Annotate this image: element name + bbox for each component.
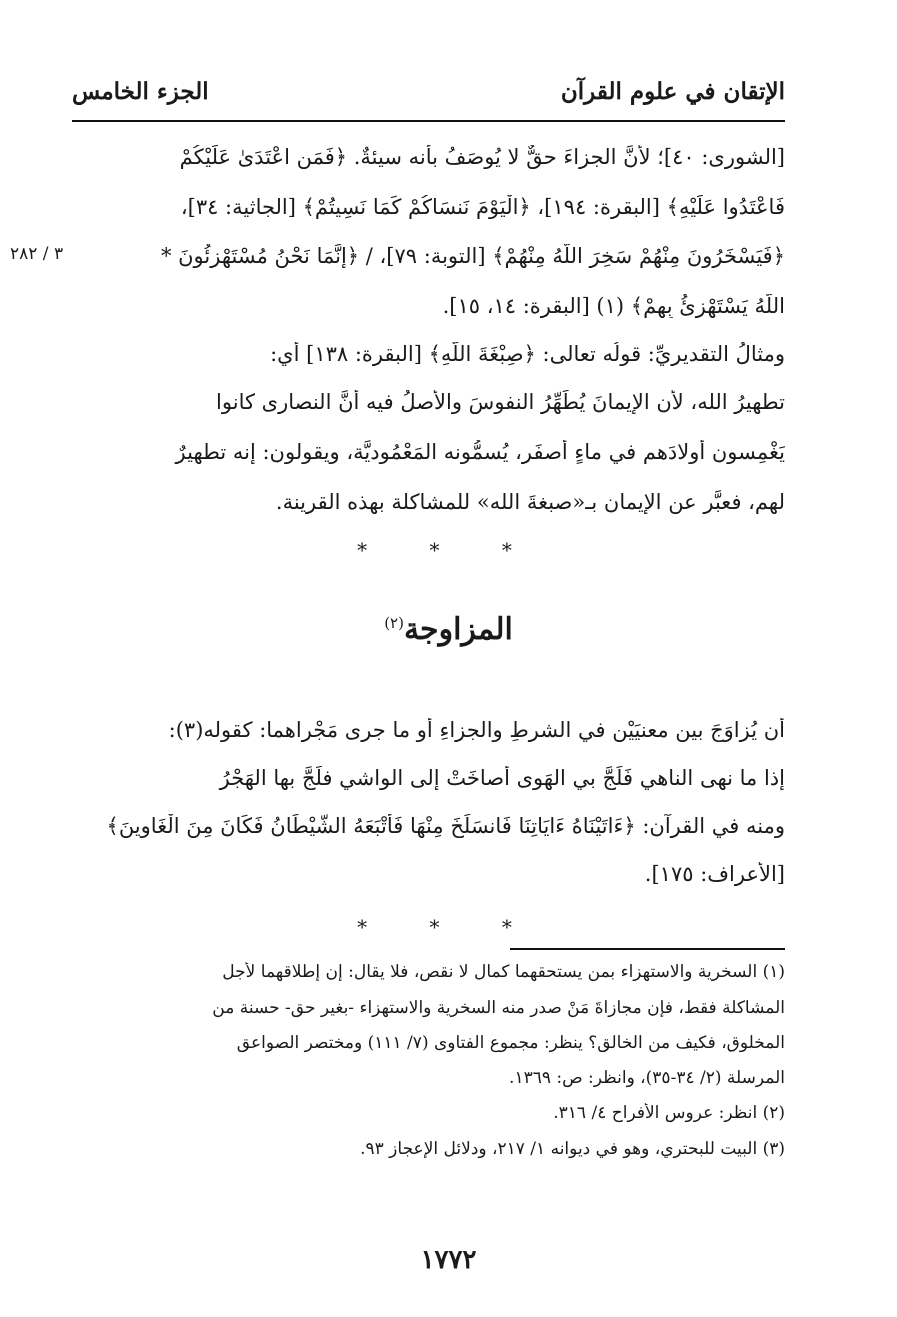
section-title: [0, 612, 897, 647]
section-title-text: المزاوجة: [403, 612, 513, 647]
footnote-line: المشاكلة فقط، فإن مجازاةَ مَنْ صدر منه السخرية والاستهزاء -بغير حق- حسنة من: [212, 998, 785, 1018]
text-line: ومنه في القرآن: ﴿ءَاتَيْنَاهُ ءَايَاتِنَا فَانسَلَخَ مِنْهَا فَأَتْبَعَهُ الشَّيْطَانُ فَكَانَ مِنَ الْغَاوِينَ﴾: [106, 814, 785, 838]
footnote-line: (٣) البيت للبحتري، وهو في ديوانه ١/ ٢١٧، ودلائل الإعجاز ٩٣.: [360, 1139, 785, 1159]
footnote-line: (١) السخرية والاستهزاء بمن يستحقهما كمال لا نقص، فلا يقال: إن إطلاقهما لأجل: [222, 962, 785, 982]
text-line: تطهيرُ الله، لأن الإيمانَ يُطَهِّرُ النفوسَ والأصلُ فيه أنَّ النصارى كانوا: [216, 390, 785, 414]
text-line: يَغْمِسون أولادَهم في ماءٍ أصفَر، يُسمُّونه المَعْمُوديَّة، ويقولون: إنه تطهيرٌ: [175, 440, 785, 464]
margin-reference: ٣ / ٢٨٢: [10, 244, 64, 264]
text-line: ﴿فَيَسْخَرُونَ مِنْهُمْ سَخِرَ اللَّهُ مِنْهُمْ﴾ [التوبة: ٧٩]، / ﴿إِنَّمَا نَحْنُ مُسْتَهْزِئُونَ *: [160, 244, 785, 268]
footnote-line: المخلوق، فكيف من الخالق؟ ينظر: مجموع الفتاوى (٧/ ١١١) ومختصر الصواعق: [236, 1033, 785, 1053]
section-title-note: (٢): [384, 614, 404, 632]
section-divider-stars: * * *: [357, 915, 540, 939]
text-line: أن يُزاوَجَ بين معنيَيْن في الشرطِ والجزاءِ أو ما جرى مَجْراهما: كقوله(٣):: [168, 718, 785, 742]
verse-line: إذا ما نهى الناهي فَلَجَّ بي الهَوى أصاخَتْ إلى الواشي فلَجَّ بها الهَجْرُ: [219, 766, 785, 790]
text-line: لهم، فعبَّر عن الإيمانِ بـ«صبغةَ الله» للمشاكلة بهذه القرينة.: [275, 490, 785, 514]
text-line: [الأعراف: ١٧٥].: [644, 862, 785, 886]
text-line: اللَّهُ يَسْتَهْزِئُ بِهِمْ﴾ (١) [البقرة: ١٤، ١٥].: [442, 294, 785, 318]
footnote-line: المرسلة (٢/ ٣٤-٣٥)، وانظر: ص: ١٣٦٩.: [509, 1068, 785, 1088]
section-divider-stars: * * *: [357, 538, 540, 562]
footnote-line: (٢) انظر: عروس الأفراح ٤/ ٣١٦.: [553, 1103, 785, 1123]
page-number: ١٧٧٢: [420, 1245, 477, 1275]
text-line: فَاعْتَدُوا عَلَيْهِ﴾ [البقرة: ١٩٤]، ﴿الْيَوْمَ نَنسَاكُمْ كَمَا نَسِيتُمْ﴾ [الجاثية: ٣٤]،: [180, 195, 785, 219]
footnote-divider: [510, 948, 785, 950]
book-title: الإتقان في علوم القرآن: [560, 78, 785, 105]
part-label: الجزء الخامس: [72, 78, 209, 105]
text-line: [الشورى: ٤٠]؛ لأنَّ الجزاءَ حقٌّ لا يُوصَفُ بأنه سيئةٌ. ﴿فَمَنِ اعْتَدَىٰ عَلَيْكُمْ: [179, 145, 785, 169]
text-line: ومثالُ التقديريِّ: قولُه تعالى: ﴿صِبْغَةَ اللَّهِ﴾ [البقرة: ١٣٨] أي:: [270, 342, 785, 366]
header-divider: [72, 120, 785, 122]
